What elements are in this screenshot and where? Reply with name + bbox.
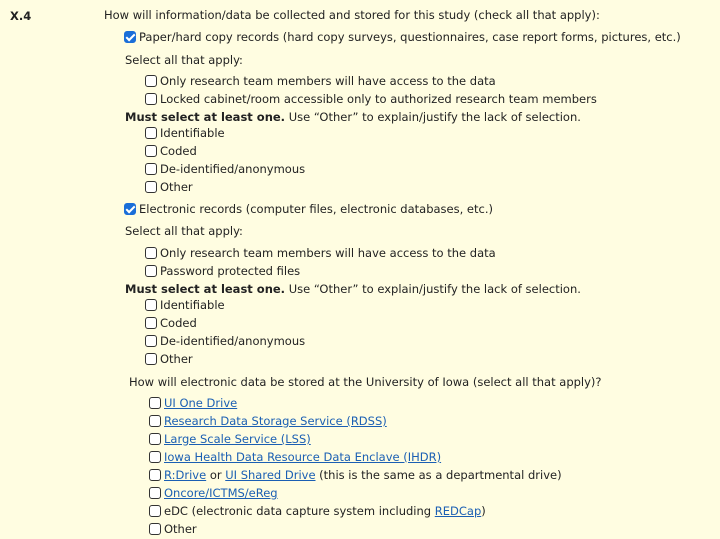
storage-other-option[interactable] — [149, 520, 197, 538]
checkbox[interactable] — [145, 353, 157, 365]
paper-records-label: Paper/hard copy records (hard copy surveys, questionnaires, case report forms, pictures, etc.) — [139, 30, 681, 44]
option-label: Coded — [160, 316, 197, 330]
electronic-other-option[interactable] — [145, 350, 193, 368]
paper-access-locked-option[interactable] — [145, 90, 597, 108]
storage-lss-option[interactable] — [149, 430, 311, 448]
electronic-records-label: Electronic records (computer files, electronic databases, etc.) — [139, 202, 493, 216]
electronic-access-team-option[interactable] — [145, 244, 496, 262]
rdss-link[interactable]: Research Data Storage Service (RDSS) — [164, 414, 387, 428]
paper-records-option[interactable] — [124, 28, 681, 46]
rdrive-link[interactable]: R:Drive — [164, 468, 207, 482]
storage-onedrive-option[interactable] — [149, 394, 237, 412]
ihdr-link[interactable]: Iowa Health Data Resource Data Enclave (IHDR) — [164, 450, 442, 464]
must-select-rest: Use “Other” to explain/justify the lack of selection. — [285, 282, 581, 296]
checkbox[interactable] — [145, 265, 157, 277]
paper-other-option[interactable] — [145, 178, 193, 196]
edc-label: eDC (electronic data capture system including — [164, 504, 435, 518]
storage-edc-option[interactable] — [149, 502, 486, 520]
electronic-identifiable-option[interactable] — [145, 296, 225, 314]
electronic-deidentified-option[interactable] — [145, 332, 305, 350]
paper-identifiable-option[interactable] — [145, 124, 225, 142]
electronic-records-option[interactable] — [124, 200, 493, 218]
must-select-rest: Use “Other” to explain/justify the lack of selection. — [285, 110, 581, 124]
option-label: Locked cabinet/room accessible only to authorized research team members — [160, 92, 597, 106]
question-text: How will information/data be collected and stored for this study (check all that apply): — [104, 8, 600, 22]
checkbox[interactable] — [145, 127, 157, 139]
checkbox[interactable] — [145, 145, 157, 157]
redcap-link[interactable]: REDCap — [434, 504, 482, 518]
checkbox[interactable] — [145, 181, 157, 193]
checkbox[interactable] — [145, 247, 157, 259]
onedrive-link[interactable]: UI One Drive — [164, 396, 238, 410]
paper-select-all-label: Select all that apply: — [125, 53, 243, 67]
option-label: Identifiable — [160, 126, 225, 140]
paper-access-team-option[interactable] — [145, 72, 496, 90]
option-label: De-identified/anonymous — [160, 334, 306, 348]
edc-close: ) — [481, 504, 486, 518]
option-label: Identifiable — [160, 298, 225, 312]
electronic-select-all-label: Select all that apply: — [125, 224, 243, 238]
option-label: Password protected files — [160, 264, 301, 278]
checkbox[interactable] — [149, 451, 161, 463]
checkbox[interactable] — [149, 487, 161, 499]
shared-drive-link[interactable]: UI Shared Drive — [225, 468, 316, 482]
option-label: De-identified/anonymous — [160, 162, 306, 176]
option-label: Other — [160, 180, 193, 194]
electronic-password-option[interactable] — [145, 262, 300, 280]
paper-records-checkbox[interactable] — [124, 31, 136, 43]
storage-question: How will electronic data be stored at the University of Iowa (select all that apply)? — [129, 375, 602, 389]
checkbox[interactable] — [145, 299, 157, 311]
electronic-records-checkbox[interactable] — [124, 203, 136, 215]
checkbox[interactable] — [149, 433, 161, 445]
storage-rdrive-option[interactable] — [149, 466, 562, 484]
lss-link[interactable]: Large Scale Service (LSS) — [164, 432, 311, 446]
storage-rdss-option[interactable] — [149, 412, 387, 430]
checkbox[interactable] — [145, 93, 157, 105]
option-label: Other — [160, 352, 193, 366]
checkbox[interactable] — [145, 317, 157, 329]
option-label: Only research team members will have access to the data — [160, 74, 496, 88]
checkbox[interactable] — [149, 397, 161, 409]
checkbox[interactable] — [145, 163, 157, 175]
option-label: Other — [164, 522, 197, 536]
question-number: X.4 — [10, 9, 32, 23]
or-text: or — [206, 468, 226, 482]
department-drive-note: (this is the same as a departmental drive) — [315, 468, 562, 482]
storage-oncore-option[interactable] — [149, 484, 278, 502]
checkbox[interactable] — [149, 523, 161, 535]
must-select-bold: Must select at least one. — [125, 282, 286, 296]
electronic-coded-option[interactable] — [145, 314, 197, 332]
checkbox[interactable] — [149, 415, 161, 427]
checkbox[interactable] — [145, 335, 157, 347]
checkbox[interactable] — [145, 75, 157, 87]
paper-deidentified-option[interactable] — [145, 160, 305, 178]
oncore-link[interactable]: Oncore/ICTMS/eReg — [164, 486, 278, 500]
option-label: Only research team members will have access to the data — [160, 246, 496, 260]
checkbox[interactable] — [149, 469, 161, 481]
checkbox[interactable] — [149, 505, 161, 517]
storage-ihdr-option[interactable] — [149, 448, 441, 466]
must-select-bold: Must select at least one. — [125, 110, 286, 124]
paper-coded-option[interactable] — [145, 142, 197, 160]
option-label: Coded — [160, 144, 197, 158]
